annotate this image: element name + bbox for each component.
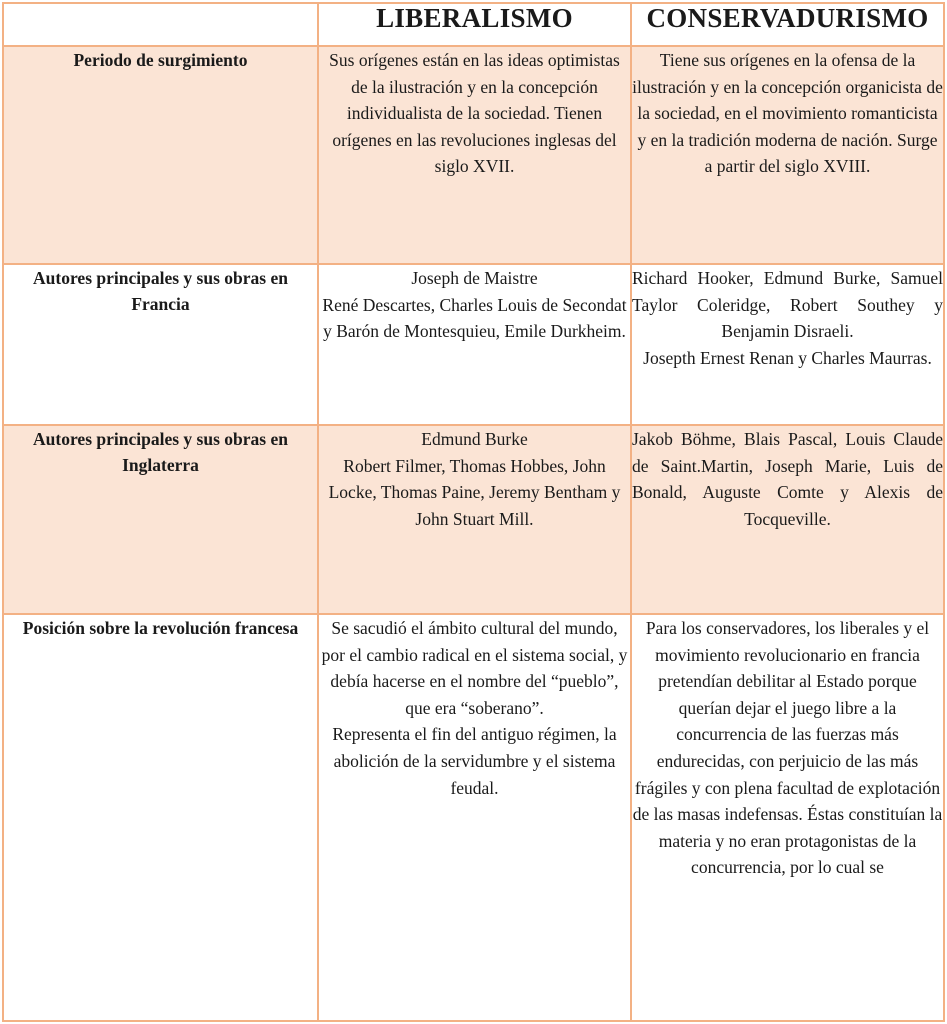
cell-text: René Descartes, Charles Louis de Secondat y Barón de Montesquieu, Emile Durkheim.: [322, 294, 627, 342]
cell-conservadurismo-autores-inglaterra: [631, 425, 944, 614]
comparison-table: [2, 2, 945, 1022]
header-conservadurismo: CONSERVADURISMO: [631, 3, 944, 46]
cell-text: Se sacudió el ámbito cultural del mundo, por el cambio radical en el sistema social, y debía hacerse en el nombre del “pueblo”, que era “soberano”.: [321, 618, 628, 718]
table-row-autores-francia: [3, 264, 944, 425]
cell-liberalismo-periodo: [318, 46, 631, 264]
header-row: [3, 3, 944, 46]
cell-text: Sus orígenes están en las ideas optimistas de la ilustración y en la concepción individualista de la sociedad. Tienen orígenes en las revoluciones inglesas del siglo XVII.: [329, 50, 620, 177]
cell-text: Edmund Burke: [421, 429, 528, 449]
cell-text: Josepth Ernest Renan y Charles Maurras.: [643, 347, 932, 368]
cell-conservadurismo-revolucion: [631, 614, 944, 1021]
row-label-autores-francia: Autores principales y sus obras en Francia: [3, 264, 318, 425]
cell-text: Robert Filmer, Thomas Hobbes, John Locke, Thomas Paine, Jeremy Bentham y John Stuart Mill.: [328, 455, 621, 529]
cell-text: Richard Hooker, Edmund Burke, Samuel Taylor Coleridge, Robert Southey y Benjamin Disraeli.: [632, 268, 943, 342]
cell-text: Para los conservadores, los liberales y el movimiento revolucionario en francia pretendían debilitar al Estado porque querían dejar el juego libre a la concurrencia de las fuerzas más endurecidas, con perjuicio de las más frágiles y con plena facultad de explotación de las masas indefensas. Éstas constituían la materia y no eran protagonistas de la concurrencia, por lo cual se: [632, 618, 943, 878]
cell-liberalismo-autores-inglaterra: [318, 425, 631, 614]
cell-conservadurismo-periodo: [631, 46, 944, 264]
row-label-autores-inglaterra: Autores principales y sus obras en Inglaterra: [3, 425, 318, 614]
table-row-revolucion: [3, 614, 944, 1021]
header-liberalismo: LIBERALISMO: [318, 3, 631, 46]
cell-text: Joseph de Maistre: [411, 268, 538, 288]
cell-text: Representa el fin del antiguo régimen, la abolición de la servidumbre y el sistema feudal.: [332, 724, 617, 798]
cell-text: Jakob Böhme, Blais Pascal, Louis Claude de Saint.Martin, Joseph Marie, Luis de Bonald, Auguste Comte y Alexis de Tocqueville.: [632, 429, 943, 529]
cell-liberalismo-autores-francia: [318, 264, 631, 425]
cell-conservadurismo-autores-francia: [631, 264, 944, 425]
row-label-periodo: Periodo de surgimiento: [3, 46, 318, 264]
table-row-autores-inglaterra: [3, 425, 944, 614]
cell-liberalismo-revolucion: [318, 614, 631, 1021]
cell-text: Tiene sus orígenes en la ofensa de la ilustración y en la concepción organicista de la sociedad, en el movimiento romanticista y en la tradición moderna de nación. Surge a partir del siglo XVIII.: [632, 50, 943, 177]
row-label-revolucion: Posición sobre la revolución francesa: [3, 614, 318, 1021]
header-corner-cell: [3, 3, 318, 46]
table-row-periodo: [3, 46, 944, 264]
